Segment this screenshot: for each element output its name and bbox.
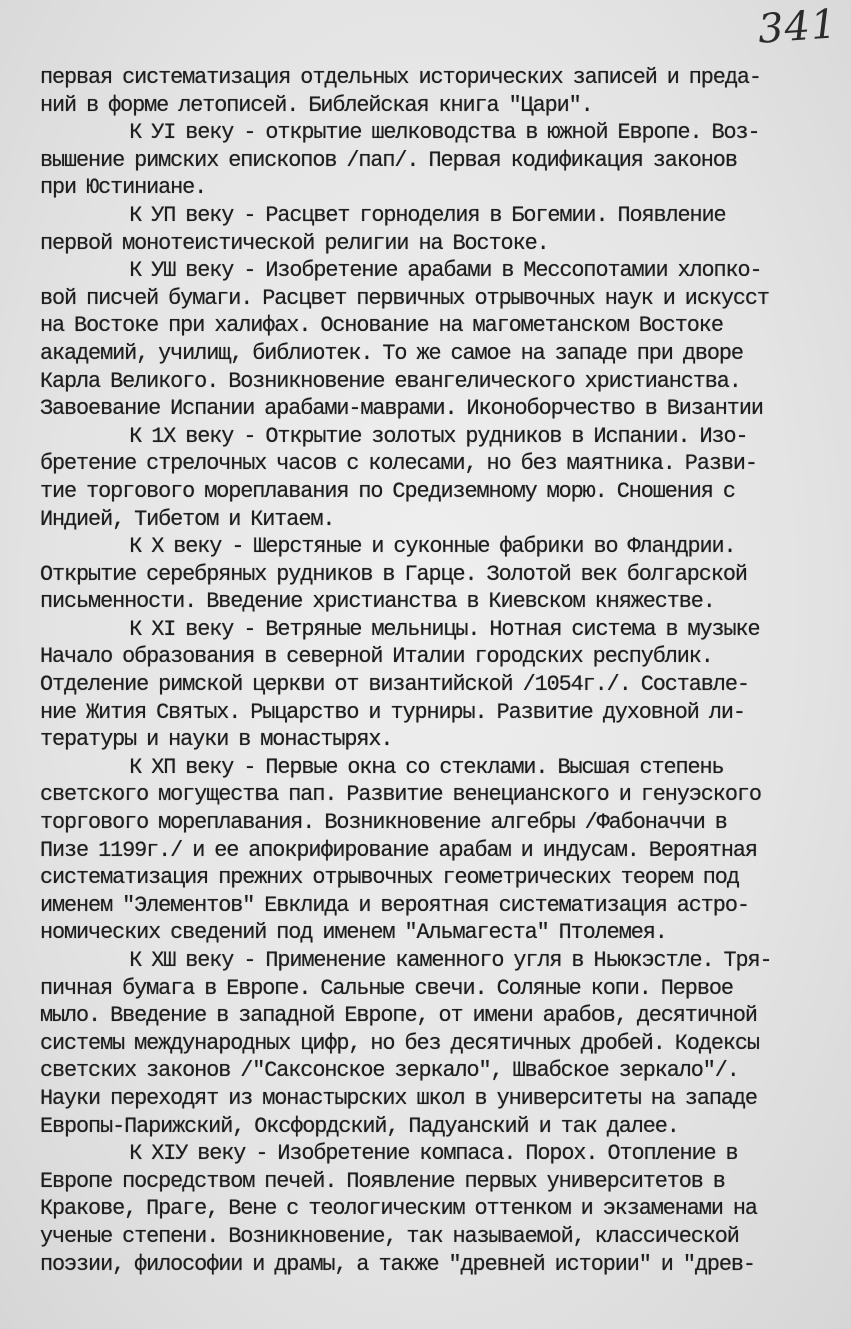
text-line: номических сведений под именем "Альмагеста" Птолемея. xyxy=(40,920,667,946)
text-line: Пизе 1199г./ и ее апокрифирование арабам и индусам. Вероятная xyxy=(40,837,757,863)
text-line: именем "Элементов" Евклида и вероятная систематизация астро- xyxy=(40,892,749,918)
text-line: мыло. Введение в западной Европе, от имени арабов, десятичной xyxy=(40,1003,757,1029)
text-line: Карла Великого. Возникновение евангелического христианства. xyxy=(40,368,741,394)
text-line: системы международных цифр, но без десятичных дробей. Кодексы xyxy=(40,1030,759,1056)
text-line: Кракове, Праге, Вене с теологическим оттенком и экзаменами на xyxy=(40,1196,757,1222)
text-line: светских законов /"Саксонское зеркало", Швабское зеркало"/. xyxy=(40,1058,739,1084)
text-line: ученые степени. Возникновение, так называемой, классической xyxy=(40,1223,739,1249)
text-line: ние Жития Святых. Рыцарство и турниры. Развитие духовной ли- xyxy=(40,699,745,725)
paragraph-start-line: К ХI веку - Ветряные мельницы. Нотная система в музыке xyxy=(129,616,760,642)
paragraph-start-line: К УП веку - Расцвет горноделия в Богемии. Появление xyxy=(129,202,726,228)
text-line: на Востоке при халифах. Основание на магометанском Востоке xyxy=(40,313,723,339)
text-line: тие торгового мореплавания по Средиземному морю. Сношения с xyxy=(40,478,735,504)
text-line: вышение римских епископов /пап/. Первая кодификация законов xyxy=(40,147,737,173)
paragraph-start-line: К ХШ веку - Применение каменного угля в Ньюкэстле. Тря- xyxy=(129,948,772,973)
text-line: Начало образования в северной Италии городских республик. xyxy=(40,644,713,670)
text-line: поэзии, философии и драмы, а также "древней истории" и "древ- xyxy=(40,1251,755,1277)
text-line: академий, училищ, библиотек. То же самое на западе при дворе xyxy=(40,340,743,366)
handwritten-page-number: 341 xyxy=(756,1,839,53)
text-line: Науки переходят из монастырских школ в университеты на западе xyxy=(40,1085,757,1111)
paragraph-start-line: К ХП веку - Первые окна со стеклами. Высшая степень xyxy=(129,754,724,780)
text-line: первой монотеистической религии на Востоке. xyxy=(40,230,549,256)
text-line: при Юстиниане. xyxy=(40,175,207,201)
typed-text-body xyxy=(40,64,851,1278)
paragraph-start-line: К УШ веку - Изобретение арабами в Мессопотамии хлопко- xyxy=(129,258,762,284)
text-line: письменности. Введение христианства в Киевском княжестве. xyxy=(40,589,715,615)
text-line: светского могущества пап. Развитие венецианского и генуэского xyxy=(40,782,761,808)
text-line: Европе посредством печей. Появление первых университетов в xyxy=(40,1168,725,1194)
text-line: первая систематизация отдельных исторических записей и преда- xyxy=(40,65,761,90)
text-line: вой писчей бумаги. Расцвет первичных отрывочных наук и искусст xyxy=(40,285,769,311)
text-line: Европы-Парижский, Оксфордский, Падуанский и так далее. xyxy=(40,1113,679,1139)
text-line: Отделение римской церкви от византийской /1054г./. Составле- xyxy=(40,672,749,698)
text-line: торгового мореплавания. Возникновение алгебры /Фабоначчи в xyxy=(40,810,727,836)
text-line: Открытие серебряных рудников в Гарце. Золотой век болгарской xyxy=(40,561,747,587)
text-line: пичная бумага в Европе. Сальные свечи. Соляные копи. Первое xyxy=(40,975,733,1001)
text-line: ний в форме летописей. Библейская книга "Цари". xyxy=(40,92,593,118)
paragraph-start-line: К 1Х веку - Открытие золотых рудников в Испании. Изо- xyxy=(129,423,748,449)
paragraph-start-line: К Х веку - Шерстяные и суконные фабрики во Фландрии. xyxy=(129,534,736,560)
text-line: систематизация прежних отрывочных геометрических теорем под xyxy=(40,865,739,891)
text-line: тературы и науки в монастырях. xyxy=(40,727,393,753)
text-line: Индией, Тибетом и Китаем. xyxy=(40,506,335,532)
text-line: бретение стрелочных часов с колесами, но без маятника. Разви- xyxy=(40,451,757,477)
paragraph-start-line: К УI веку - открытие шелководства в южной Европе. Воз- xyxy=(129,120,760,146)
paragraph-start-line: К ХIУ веку - Изобретение компаса. Порох. Отопление в xyxy=(129,1141,738,1167)
text-line: Завоевание Испании арабами-маврами. Иконоборчество в Византии xyxy=(40,396,763,422)
